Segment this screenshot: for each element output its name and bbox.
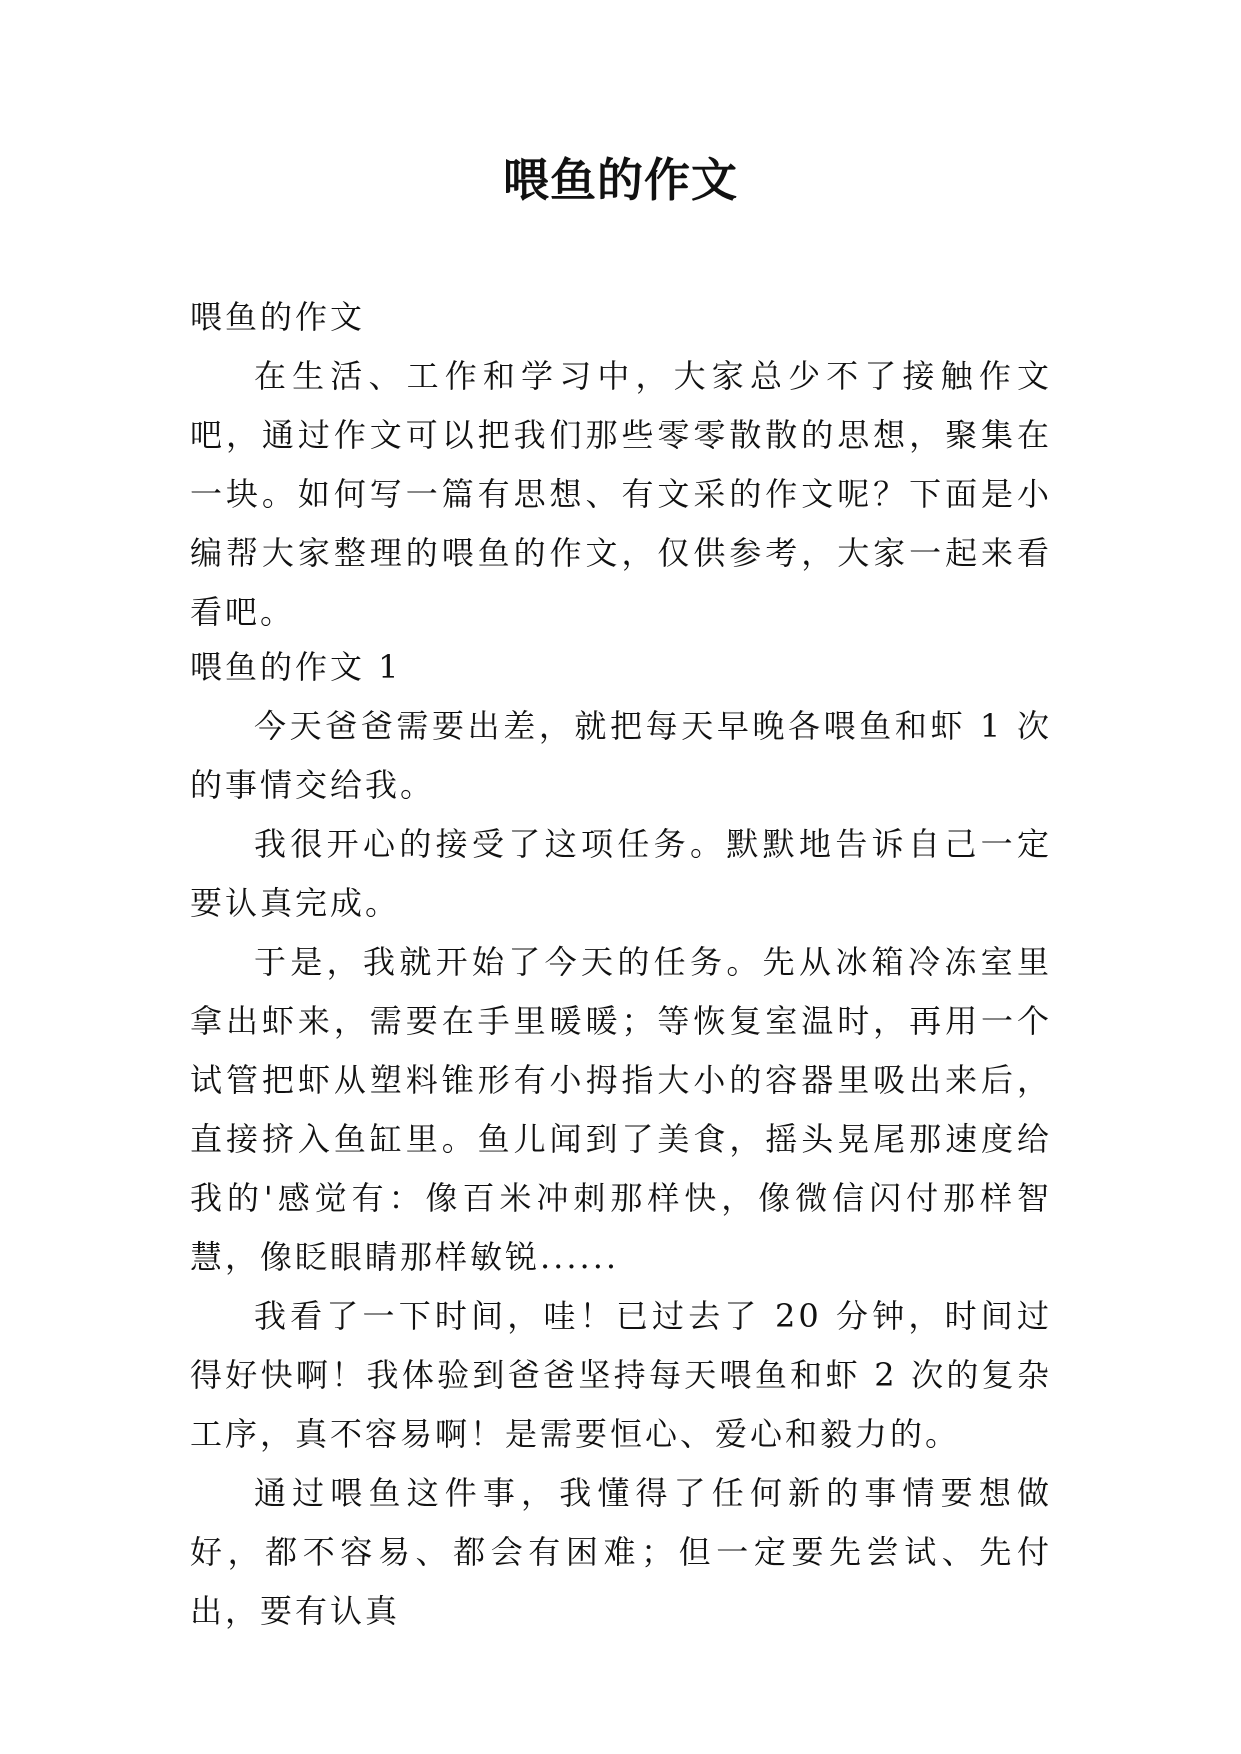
essay-paragraph: 通过喂鱼这件事，我懂得了任何新的事情要想做好，都不容易、都会有困难；但一定要先尝试、先付出，要有认真 (190, 1474, 1052, 1630)
essay-paragraph: 今天爸爸需要出差，就把每天早晚各喂鱼和虾 1 次的事情交给我。 (190, 707, 1052, 804)
document-title: 喂鱼的作文 (503, 153, 738, 207)
intro-paragraph: 在生活、工作和学习中，大家总少不了接触作文吧，通过作文可以把我们那些零零散散的思想，聚集在一块。如何写一篇有思想、有文采的作文呢？下面是小编帮大家整理的喂鱼的作文，仅供参考，大家一起来看看吧。 (190, 357, 1052, 631)
intro-section (190, 288, 1052, 642)
intro-heading: 喂鱼的作文 (190, 298, 366, 336)
essay-1-heading: 喂鱼的作文 1 (190, 648, 402, 686)
essay-paragraph: 我看了一下时间，哇！已过去了 20 分钟，时间过得好快啊！我体验到爸爸坚持每天喂鱼和虾 2 次的复杂工序，真不容易啊！是需要恒心、爱心和毅力的。 (190, 1297, 1052, 1453)
essay-1-section (190, 638, 1052, 1641)
essay-paragraph: 我很开心的接受了这项任务。默默地告诉自己一定要认真完成。 (190, 825, 1052, 922)
essay-paragraph: 于是，我就开始了今天的任务。先从冰箱冷冻室里拿出虾来，需要在手里暖暖；等恢复室温时，再用一个试管把虾从塑料锥形有小拇指大小的容器里吸出来后，直接挤入鱼缸里。鱼儿闻到了美食，摇头晃尾那速度给我的'感觉有：像百米冲刺那样快，像微信闪付那样智慧，像眨眼睛那样敏锐...... (190, 943, 1052, 1276)
